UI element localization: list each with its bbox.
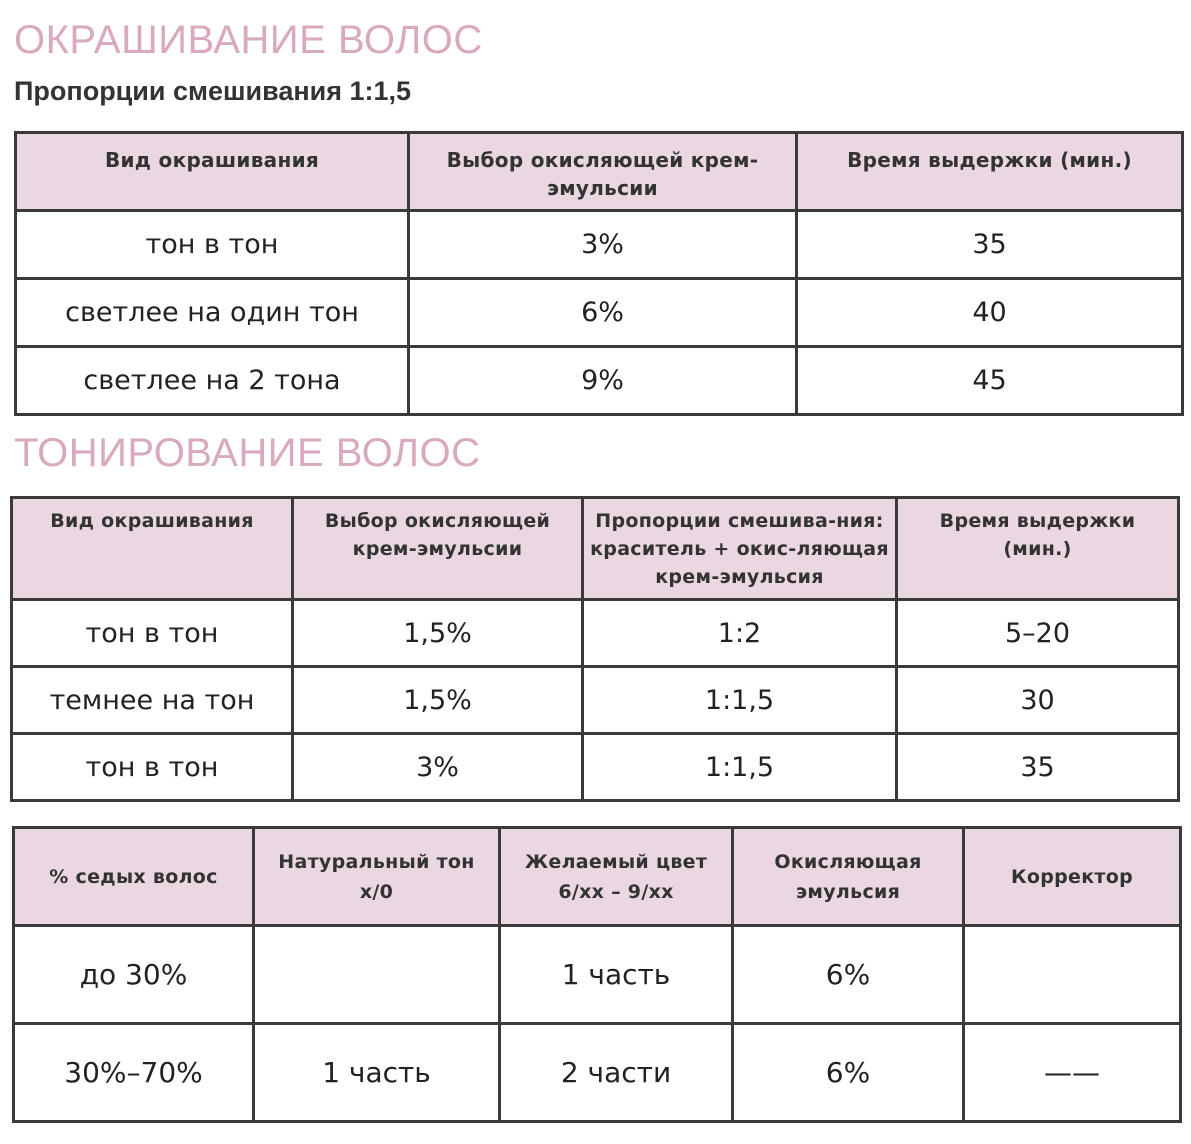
table-cell: 30 [897,667,1179,734]
column-header-oxidizer: Выбор окисляющей крем-эмульсии [293,498,583,600]
table-cell: —— [964,1024,1181,1122]
table-cell: 9% [409,347,797,415]
column-header-time: Время выдержки (мин.) [897,498,1179,600]
mixing-proportion-subtitle: Пропорции смешивания 1:1,5 [14,76,412,106]
table-row [14,1024,1181,1122]
table-cell: 3% [293,734,583,801]
table-cell: 35 [897,734,1179,801]
table-cell [964,926,1181,1024]
column-header-oxidizer: Выбор окисляющей крем-эмульсии [409,133,797,211]
column-header-natural-tone: Натуральный тон x/0 [254,828,500,926]
table-cell: 6% [733,926,964,1024]
table-row [16,279,1183,347]
table-row [16,347,1183,415]
table-cell: 5–20 [897,600,1179,667]
column-header-desired-color: Желаемый цвет 6/xx – 9/xx [500,828,733,926]
toning-table [10,496,1180,802]
table-cell: темнее на тон [12,667,293,734]
table-cell: тон в тон [16,211,409,279]
table-row [16,211,1183,279]
table-header-row [16,133,1183,211]
table-cell: тон в тон [12,600,293,667]
grey-hair-table [12,826,1182,1123]
table-cell: светлее на 2 тона [16,347,409,415]
coloring-table [14,131,1184,416]
column-header-grey-percent: % седых волос [14,828,254,926]
column-header-mixing-proportion: Пропорции смешива-ния: краситель + окис-ляющая крем-эмульсия [583,498,897,600]
table-cell [254,926,500,1024]
table-cell: до 30% [14,926,254,1024]
table-cell: 1 часть [500,926,733,1024]
table-cell: 1:2 [583,600,897,667]
table-cell: 3% [409,211,797,279]
toning-heading: ТОНИРОВАНИЕ ВОЛОС [14,431,481,475]
table-cell: 35 [797,211,1183,279]
table-row [12,734,1179,801]
column-header-time: Время выдержки (мин.) [797,133,1183,211]
table-row [12,600,1179,667]
table-cell: 1:1,5 [583,734,897,801]
column-header-corrector: Корректор [964,828,1181,926]
table-cell: 6% [409,279,797,347]
table-row [12,667,1179,734]
table-cell: 30%–70% [14,1024,254,1122]
table-cell: 2 части [500,1024,733,1122]
table-cell: тон в тон [12,734,293,801]
table-cell: 1:1,5 [583,667,897,734]
table-cell: светлее на один тон [16,279,409,347]
table-header-row [12,498,1179,600]
table-cell: 45 [797,347,1183,415]
table-row [14,926,1181,1024]
table-cell: 6% [733,1024,964,1122]
table-cell: 40 [797,279,1183,347]
column-header-coloring-type: Вид окрашивания [16,133,409,211]
table-cell: 1 часть [254,1024,500,1122]
table-cell: 1,5% [293,600,583,667]
coloring-heading: ОКРАШИВАНИЕ ВОЛОС [14,18,483,62]
column-header-oxidizer: Окисляющая эмульсия [733,828,964,926]
table-cell: 1,5% [293,667,583,734]
table-header-row [14,828,1181,926]
column-header-coloring-type: Вид окрашивания [12,498,293,600]
